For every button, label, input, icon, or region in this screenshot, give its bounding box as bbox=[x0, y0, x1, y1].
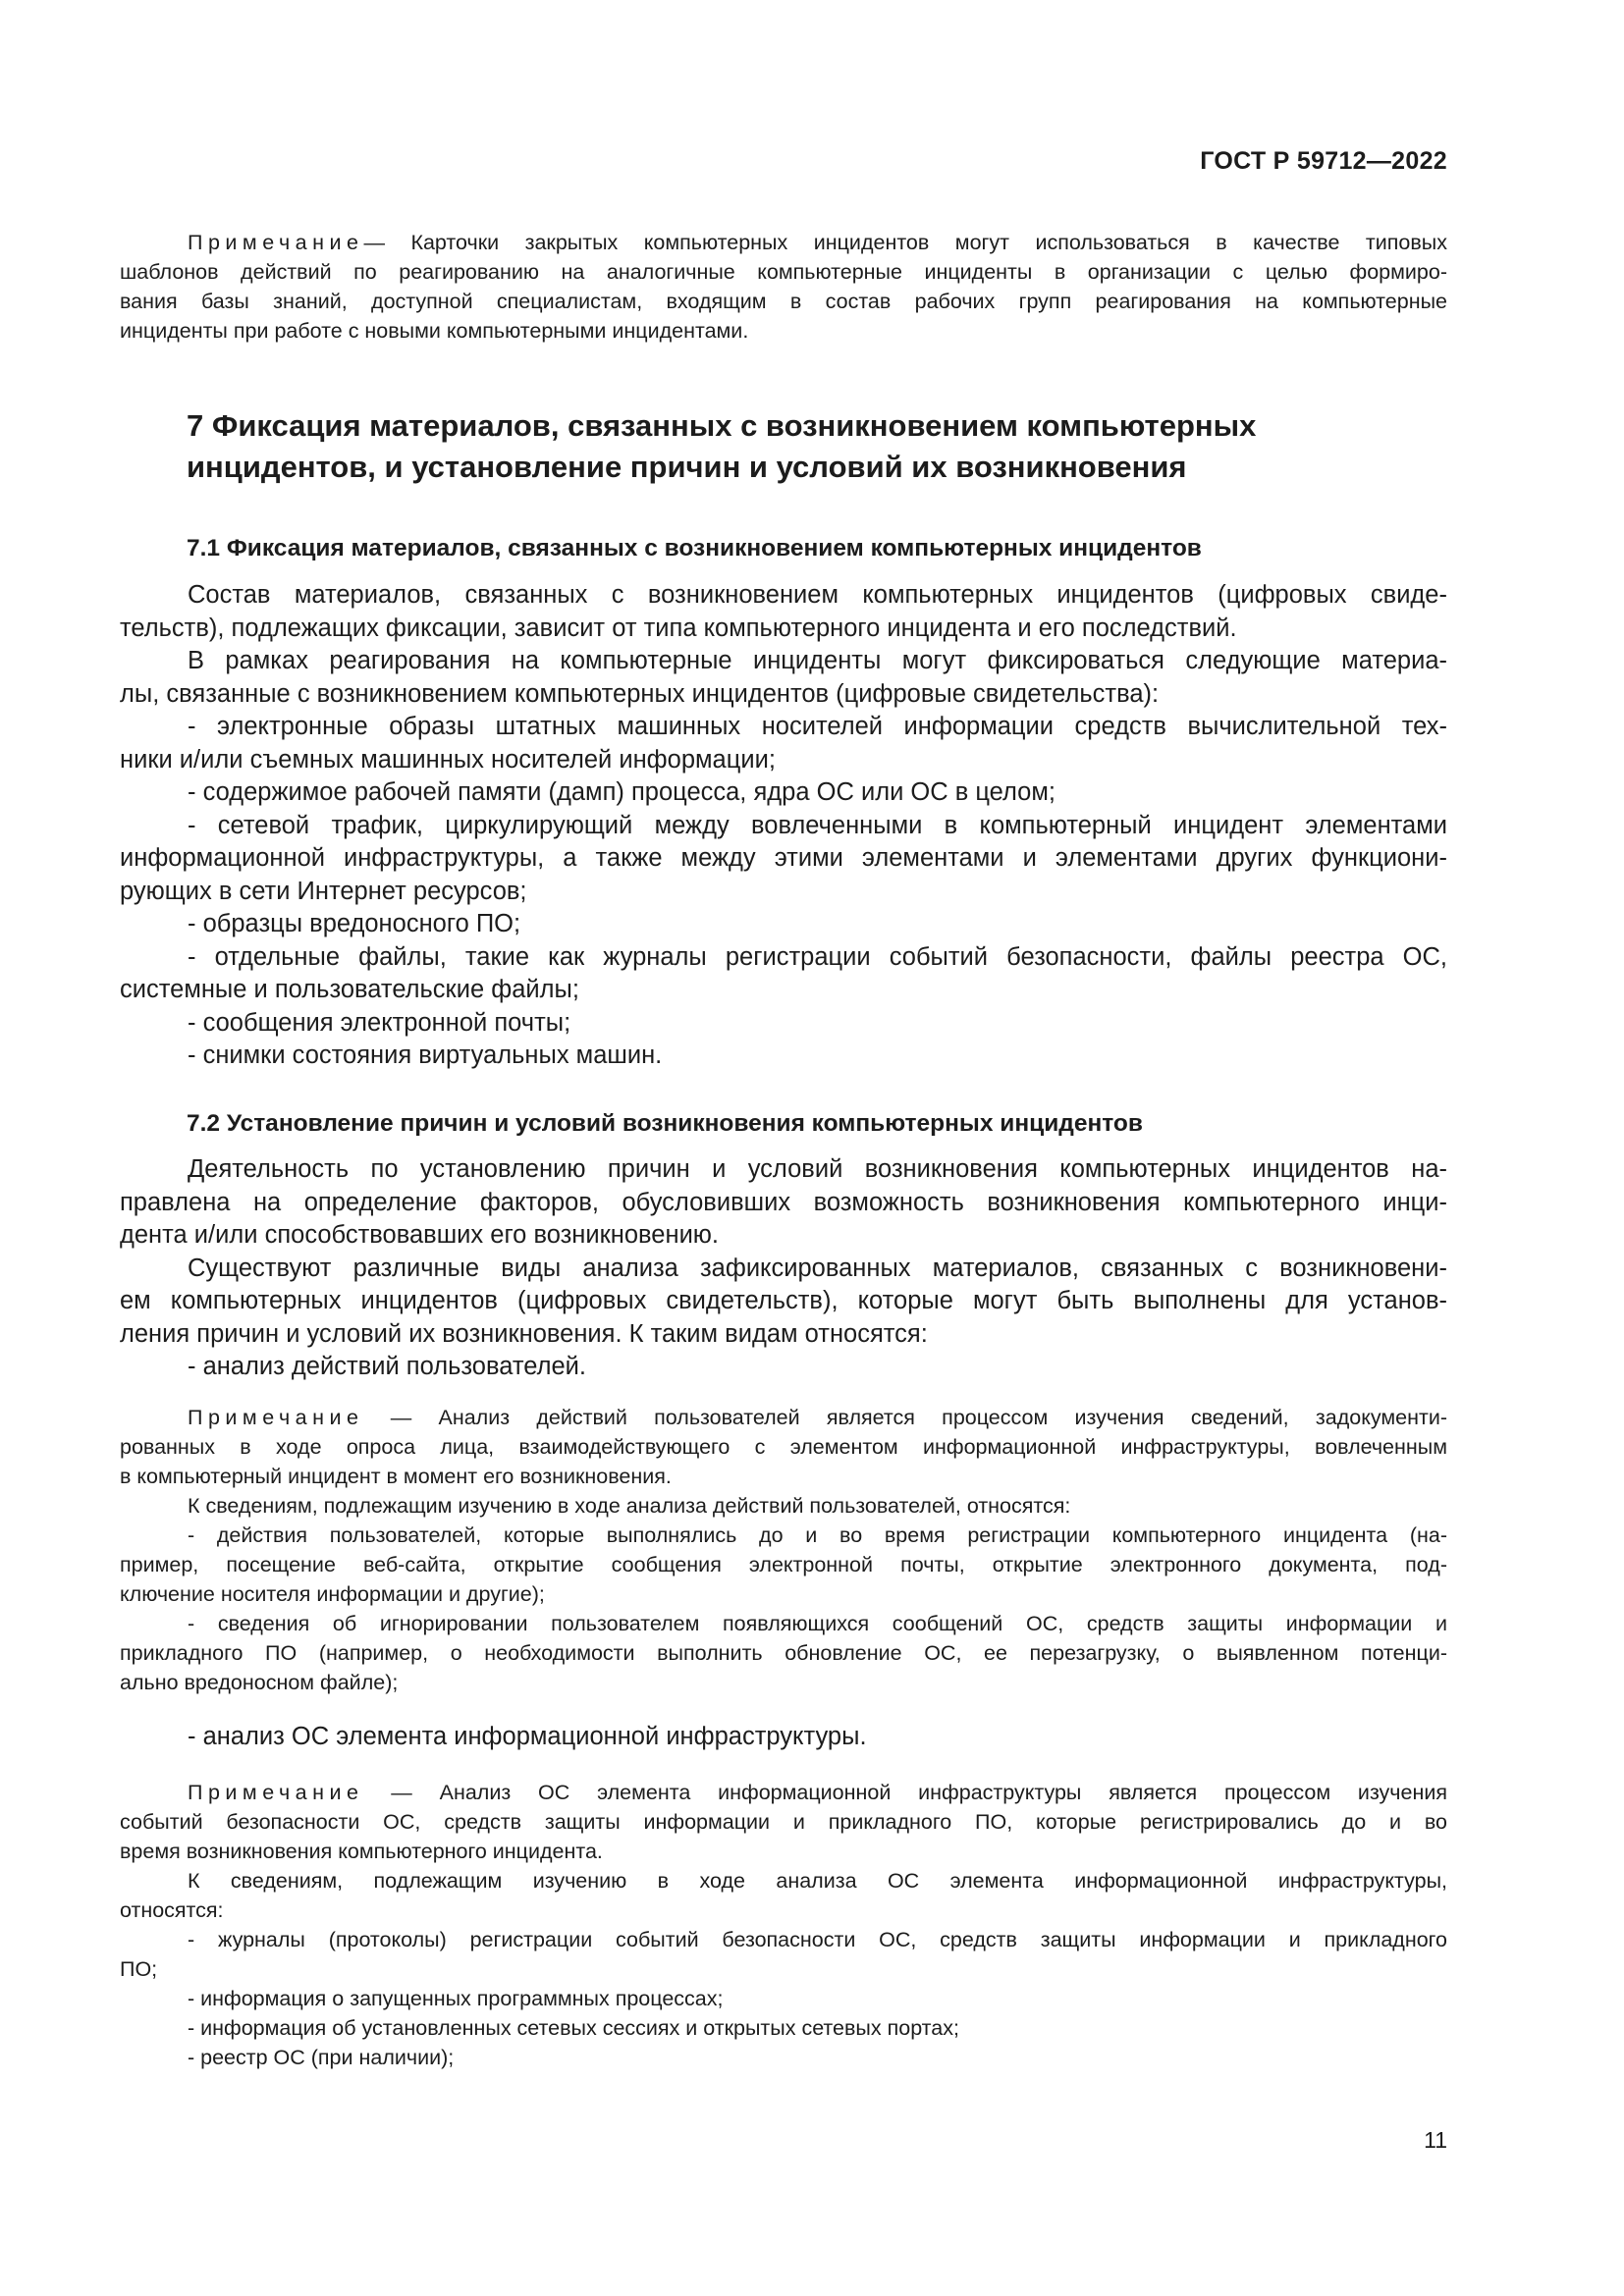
list-item: - образцы вредоносного ПО; bbox=[188, 910, 521, 937]
list-item: - снимки состояния виртуальных машин. bbox=[188, 1041, 663, 1069]
note-label: Примечание bbox=[188, 1781, 364, 1804]
list-item: - действия пользователей, которые выполнялись до и во время регистрации компьютерного инцидента (на- пример, посещение веб-сайта, открытие сообщения электронной почты, открытие электронного документа, под- ключение носителя информации и другие); bbox=[120, 1523, 1447, 1606]
list-item: - реестр ОС (при наличии); bbox=[188, 2046, 455, 2069]
paragraph: Деятельность по установлению причин и условий возникновения компьютерных инцидентов на- правлена на определение факторов, обусловивших возможность возникновения компьютерного инци- дента и/или способствовавших его возникновению. bbox=[120, 1155, 1447, 1249]
list-item: - информация о запущенных программных процессах; bbox=[188, 1987, 724, 2010]
note-label: Примечание bbox=[188, 231, 364, 254]
section-7-2-heading: 7.2 Установление причин и условий возникновения компьютерных инцидентов bbox=[187, 1110, 1143, 1137]
page-number: 11 bbox=[1424, 2127, 1447, 2153]
list-item: - сведения об игнорировании пользователем появляющихся сообщений ОС, средств защиты информации и прикладного ПО (например, о необходимости выполнить обновление ОС, ее перезагрузку, о выявленном потенци- ально вредоносном файле); bbox=[120, 1612, 1447, 1694]
list-item: - сообщения электронной почты; bbox=[188, 1008, 571, 1037]
paragraph: К сведениям, подлежащим изучению в ходе анализа ОС элемента информационной инфраструктуры, относятся: bbox=[120, 1869, 1447, 1922]
paragraph: Существуют различные виды анализа зафиксированных материалов, связанных с возникновени- ем компьютерных инцидентов (цифровых свидетельств), которые могут быть выполнены для установ- ления причин и условий их возникновения. К таким видам относятся: bbox=[120, 1254, 1447, 1348]
list-item: - анализ ОС элемента информационной инфраструктуры. bbox=[188, 1723, 867, 1750]
list-item: - журналы (протоколы) регистрации событий безопасности ОС, средств защиты информации и прикладного ПО; bbox=[120, 1928, 1447, 1981]
section-7-1-heading: 7.1 Фиксация материалов, связанных с возникновением компьютерных инцидентов bbox=[187, 535, 1202, 561]
document-header: ГОСТ Р 59712—2022 bbox=[1200, 147, 1447, 175]
paragraph: В рамках реагирования на компьютерные инциденты могут фиксироваться следующие материа- лы, связанные с возникновением компьютерных инцидентов (цифровые свидетельства): bbox=[120, 647, 1447, 708]
section-7-1-body bbox=[120, 579, 1447, 1073]
list-item: - отдельные файлы, такие как журналы регистрации событий безопасности, файлы реестра ОС, системные и пользовательские файлы; bbox=[120, 942, 1447, 1003]
list-item: - содержимое рабочей памяти (дамп) процесса, ядра ОС или ОС в целом; bbox=[188, 778, 1056, 806]
list-item: - анализ действий пользователей. bbox=[188, 1353, 586, 1380]
note-3: Примечание — Анализ ОС элемента информационной инфраструктуры является процессом изучения событий безопасности ОС, средств защиты информации и прикладного ПО, которые регистрировались до и во время возникновения компьютерного инцидента. К сведениям, подлежащим изучению в ходе анализа ОС элемента информационной инфраструктуры, относятся: - журналы (протоколы) регистрации событий безопасности ОС, средств защиты информации и прикладного ПО; - информация о запущенных программных процессах; - информация об установленных сетевых сессиях и открытых сетевых портах; - реестр ОС (при наличии); bbox=[120, 1778, 1447, 2072]
note-2: Примечание — Анализ действий пользователей является процессом изучения сведений, задокументи- рованных в ходе опроса лица, взаимодействующего с элементом информационной инфраструктуры, вовлеченным в компьютерный инцидент в момент его возникновения. К сведениям, подлежащим изучению в ходе анализа действий пользователей, относятся: - действия пользователей, которые выполнялись до и во время регистрации компьютерного инцидента (на- пример, посещение веб-сайта, открытие сообщения электронной почты, открытие электронного документа, под- ключение носителя информации и другие); - сведения об игнорировании пользователем появляющихся сообщений ОС, средств защиты информации и прикладного ПО (например, о необходимости выполнить обновление ОС, ее перезагрузку, о выявленном потенци- ально вредоносном файле); bbox=[120, 1403, 1447, 1697]
list-item: - информация об установленных сетевых сессиях и открытых сетевых портах; bbox=[188, 2016, 959, 2040]
note-1: Примечание— Карточки закрытых компьютерных инцидентов могут использоваться в качестве типовых шаблонов действий по реагированию на аналогичные компьютерные инциденты в организации с целью формиро- вания базы знаний, доступной специалистам, входящим в состав рабочих групп реагирования на компьютерные инциденты при работе с новыми компьютерными инцидентами. bbox=[120, 231, 1447, 343]
list-item: - электронные образы штатных машинных носителей информации средств вычислительной тех- ники и/или съемных машинных носителей информации; bbox=[120, 713, 1447, 774]
paragraph: Состав материалов, связанных с возникновением компьютерных инцидентов (цифровых свиде- тельств), подлежащих фиксации, зависит от типа компьютерного инцидента и его последствий. bbox=[120, 581, 1447, 642]
list-item: - сетевой трафик, циркулирующий между вовлеченными в компьютерный инцидент элементами информационной инфраструктуры, а также между этими элементами и элементами других функциони- рующих в сети Интернет ресурсов; bbox=[120, 811, 1447, 905]
note-label: Примечание bbox=[188, 1406, 364, 1429]
section-7-2-body bbox=[120, 1153, 1447, 1384]
section-7-heading: 7 Фиксация материалов, связанных с возникновением компьютерных инцидентов, и установление причин и условий их возникновения bbox=[187, 408, 1257, 484]
